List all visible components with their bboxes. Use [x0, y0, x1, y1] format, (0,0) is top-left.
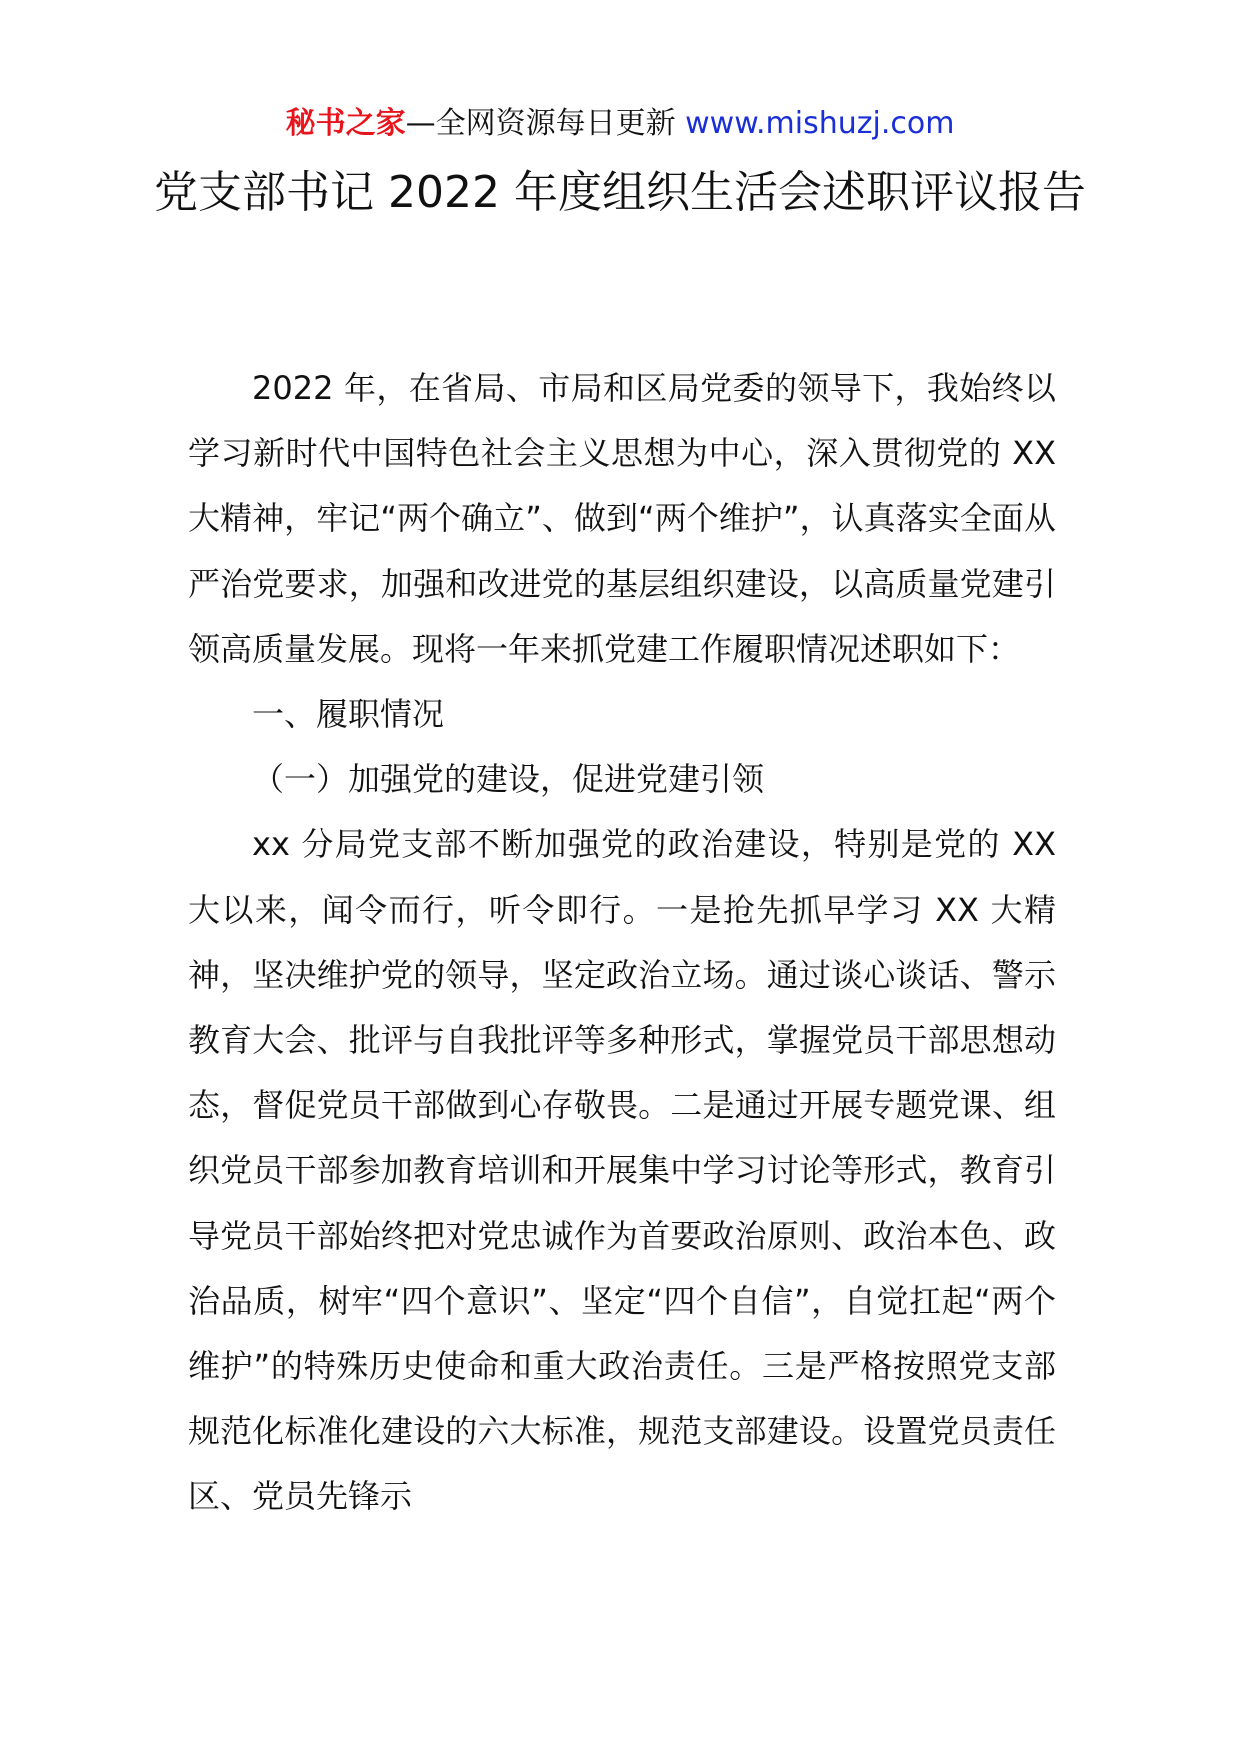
brand-name: 秘书之家 — [285, 106, 406, 141]
section-heading: 一、履职情况 — [252, 695, 445, 734]
watermark-header — [0, 102, 1240, 146]
brand-tagline: —全网资源每日更新 — [405, 106, 686, 141]
document-body — [188, 356, 1056, 1530]
intro-paragraph: 2022 年，在省局、市局和区局党委的领导下，我始终以学习新时代中国特色社会主义思想为中心，深入贯彻党的 XX 大精神，牢记“两个确立”、做到“两个维护”，认真落实全面从严治党要求，加强和改进党的基层组织建设，以高质量党建引领高质量发展。现将一年来抓党建工作履职情况述职如下： — [188, 369, 1056, 668]
document-title: 党支部书记 2022 年度组织生活会述职评议报告 — [154, 167, 1086, 218]
body-paragraph: xx 分局党支部不断加强党的政治建设，特别是党的 XX 大以来，闻令而行，听令即行。一是抢先抓早学习 XX 大精神，坚决维护党的领导，坚定政治立场。通过谈心谈话、警示教育大会、批评与自我批评等多种形式，掌握党员干部思想动态，督促党员干部做到心存敬畏。二是通过开展专题党课、组织党员干部参加教育培训和开展集中学习讨论等形式，教育引导党员干部始终把对党忠诚作为首要政治原则、政治本色、政治品质，树牢“四个意识”、坚定“四个自信”，自觉扛起“两个维护”的特殊历史使命和重大政治责任。三是严格按照党支部规范化标准化建设的六大标准，规范支部建设。设置党员责任区、党员先锋示 — [188, 825, 1056, 1516]
subsection-heading: （一）加强党的建设，促进党建引领 — [252, 760, 765, 799]
brand-url[interactable]: www.mishuzj.com — [685, 106, 955, 141]
